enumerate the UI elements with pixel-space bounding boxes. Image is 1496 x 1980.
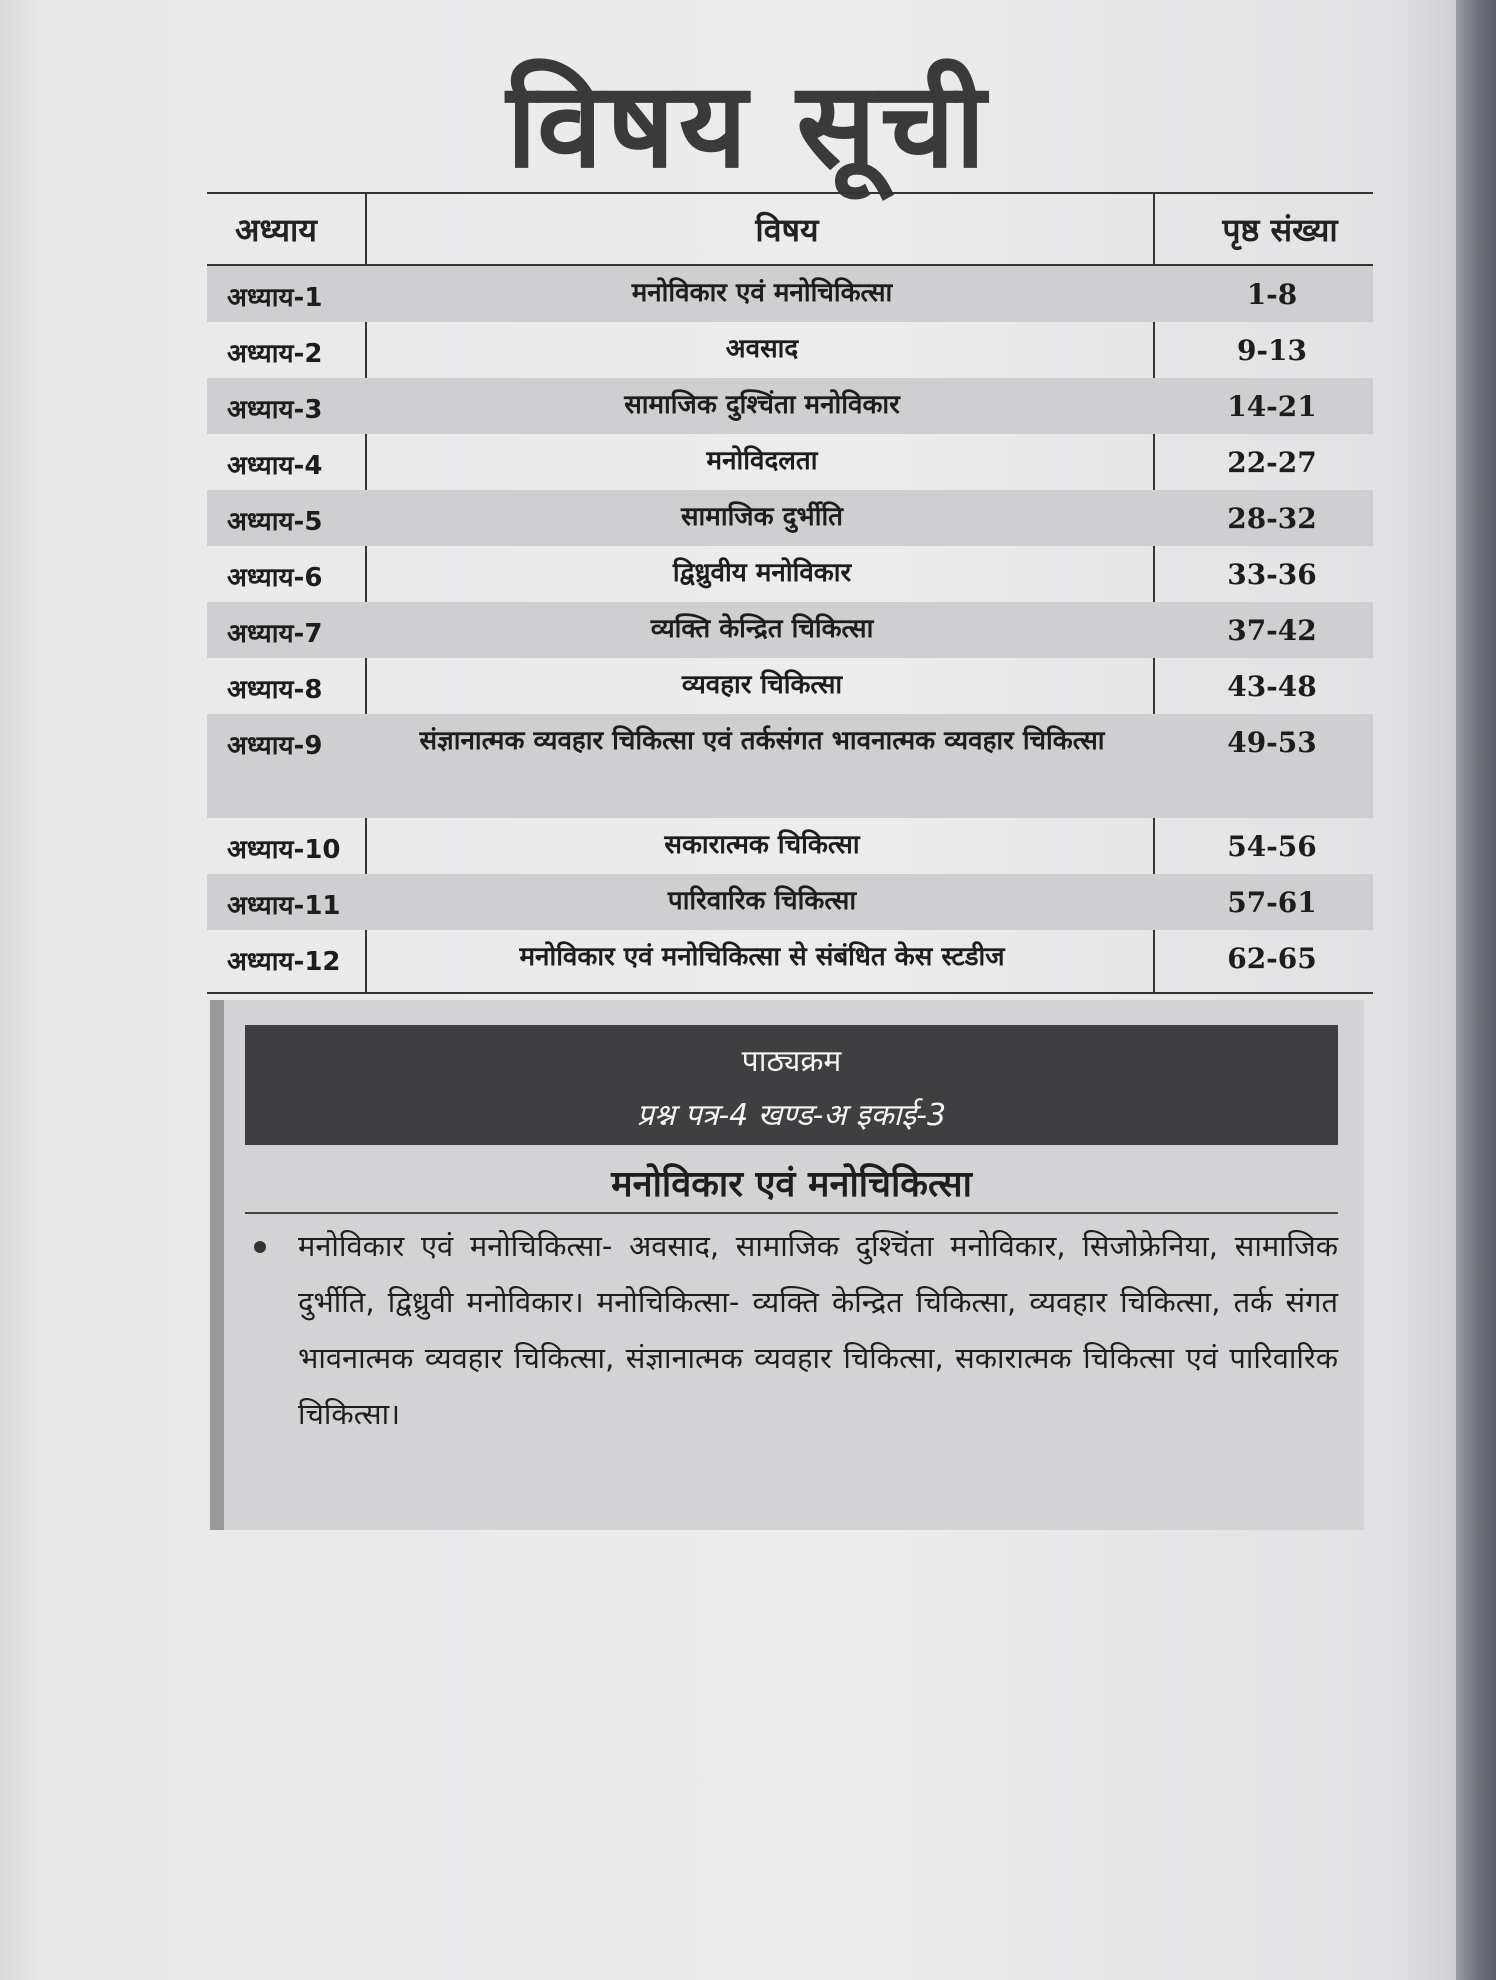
table-row (207, 818, 1373, 874)
row-chapter: अध्याय-6 (227, 563, 323, 593)
row-pages: 57-61 (1227, 886, 1317, 919)
table-bottom-rule (207, 992, 1373, 994)
row-subject: मनोविदलता (706, 446, 818, 476)
row-chapter: अध्याय-5 (227, 507, 323, 537)
row-chapter: अध्याय-10 (227, 835, 341, 865)
page-title: विषय सूची (506, 56, 990, 194)
table-row (207, 602, 1373, 658)
row-pages: 1-8 (1246, 278, 1298, 311)
table-header (207, 194, 1373, 266)
row-pages: 43-48 (1227, 670, 1317, 703)
syllabus-content: मनोविकार एवं मनोचिकित्सा- अवसाद, सामाजिक दुश्चिंता मनोविकार, सिजोफ्रेनिया, सामाजिक दुर्भीति, द्विध्रुवी मनोविकार। मनोचिकित्सा- व्यक्ति केन्द्रित चिकित्सा, व्यवहार चिकित्सा, तर्क संगत भावनात्मक व्यवहार चिकित्सा, संज्ञानात्मक व्यवहार चिकित्सा, सकारात्मक चिकित्सा एवं पारिवारिक चिकित्सा। (298, 1229, 1338, 1431)
table-row (207, 714, 1373, 818)
table-row (207, 434, 1373, 490)
row-pages: 62-65 (1227, 942, 1317, 975)
row-subject: सामाजिक दुश्चिंता मनोविकार (624, 390, 900, 420)
syllabus-topic: मनोविकार एवं मनोचिकित्सा (611, 1164, 972, 1205)
table-row (207, 658, 1373, 714)
row-pages: 33-36 (1227, 558, 1317, 591)
row-pages: 22-27 (1227, 446, 1317, 479)
table-row (207, 378, 1373, 434)
header-page: पृष्ठ संख्या (1222, 211, 1338, 249)
row-chapter: अध्याय-7 (227, 619, 323, 649)
row-pages: 37-42 (1227, 614, 1317, 647)
row-subject: सकारात्मक चिकित्सा (664, 830, 860, 860)
row-subject: द्विध्रुवीय मनोविकार (672, 558, 852, 588)
row-subject: पारिवारिक चिकित्सा (667, 886, 857, 916)
table-body (207, 266, 1373, 986)
table-row (207, 874, 1373, 930)
row-pages: 49-53 (1227, 726, 1317, 759)
syllabus-banner (245, 1025, 1338, 1145)
header-chapter: अध्याय (235, 211, 317, 249)
syllabus-heading: पाठ्यक्रम (741, 1044, 842, 1079)
row-chapter: अध्याय-9 (227, 731, 323, 761)
contents-table (207, 192, 1373, 986)
table-row (207, 930, 1373, 986)
row-pages: 14-21 (1227, 390, 1317, 423)
row-chapter: अध्याय-8 (227, 675, 323, 705)
row-pages: 28-32 (1227, 502, 1317, 535)
header-subject: विषय (755, 211, 819, 249)
table-row (207, 546, 1373, 602)
row-pages: 9-13 (1236, 334, 1308, 367)
table-row (207, 490, 1373, 546)
syllabus-rule (245, 1212, 1338, 1214)
row-chapter: अध्याय-1 (227, 283, 323, 313)
row-subject: संज्ञानात्मक व्यवहार चिकित्सा एवं तर्कसंगत भावनात्मक व्यवहार चिकित्सा (419, 726, 1105, 756)
table-row (207, 266, 1373, 322)
row-chapter: अध्याय-11 (227, 891, 341, 921)
row-subject: मनोविकार एवं मनोचिकित्सा से संबंधित केस स्टडीज (519, 942, 1005, 972)
row-chapter: अध्याय-12 (227, 947, 341, 977)
row-chapter: अध्याय-2 (227, 339, 323, 369)
syllabus-paper: प्रश्न पत्र-4 खण्ड-अ इकाई-3 (636, 1098, 947, 1133)
row-subject: व्यवहार चिकित्सा (681, 670, 843, 700)
row-chapter: अध्याय-3 (227, 395, 323, 425)
row-pages: 54-56 (1227, 830, 1317, 863)
row-subject: सामाजिक दुर्भीति (680, 502, 843, 532)
bullet-icon (250, 1237, 270, 1257)
row-subject: मनोविकार एवं मनोचिकित्सा (631, 278, 893, 308)
row-subject: अवसाद (725, 334, 799, 364)
row-subject: व्यक्ति केन्द्रित चिकित्सा (650, 614, 874, 644)
table-row (207, 322, 1373, 378)
book-spine (1456, 0, 1496, 1980)
row-chapter: अध्याय-4 (227, 451, 323, 481)
